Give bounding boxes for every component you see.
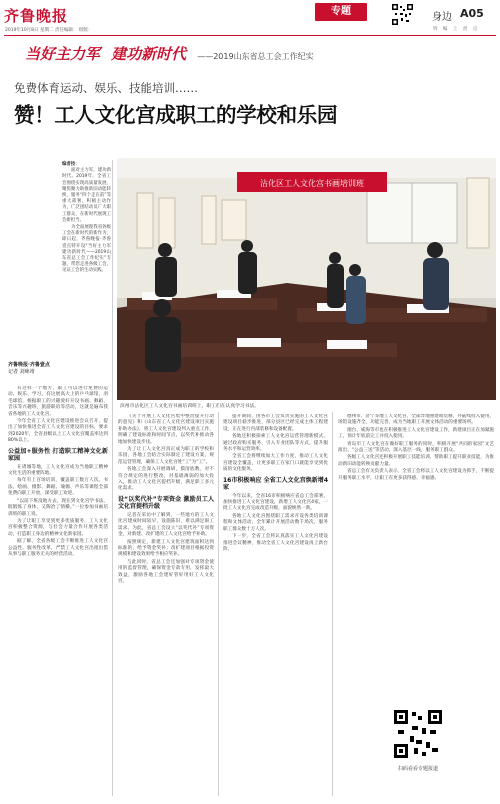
slogan-part-b: 建功新时代 xyxy=(111,45,187,63)
body-paragraph: 《关于开展工人文化宫集中整治提升行动的意见》和《山东省工人文化宫建设项目实施补助办法》，将工人文化宫建设列入重点工作，明确了建设标准和时间节点，以奖代补推动各地加快建设步伐。 xyxy=(118,414,214,445)
body-column-4 xyxy=(338,414,494,704)
body-paragraph: 各地还积极探索工人文化宫运营管理新模式，通过政府购买服务、引入专业团队等方式，提升服务水平和运营效率。 xyxy=(223,434,328,453)
body-paragraph: 按照规定，新建工人文化宫建筑面积达到标准的，给予资金奖补；改扩建项目根据投资规模和建设效果给予相应奖补。 xyxy=(118,539,214,558)
date-line: 2019年10月8日 星期二 责任编辑： 组版： xyxy=(5,28,93,33)
body-column-2 xyxy=(118,414,214,796)
byline-outlet: 齐鲁晚报·齐鲁壹点 xyxy=(8,362,50,368)
editors-note-label: 编者按： xyxy=(62,162,80,167)
byline-reporter: 记者 刘咏靖 xyxy=(8,369,35,375)
body-paragraph: 下一步，全省工会将认真落实工人文化宫建设推进会议精神，推动全省工人文化宫建设再上新台阶。 xyxy=(223,534,328,552)
body-paragraph: 青岛市工人文化宫在做好职工服务的同时，积极开展“共同的家园”文艺演出、“公益三送”等活动，深入基层一线，服务职工群众。 xyxy=(338,441,494,454)
body-column-1 xyxy=(8,386,108,796)
body-paragraph: 据了解，全省各级工会不断推进工人文化宫公益性、服务性改革，严禁工人文化宫出租出借从事与职工服务无关的经营活动。 xyxy=(8,539,108,557)
byline xyxy=(8,362,108,376)
masthead-qr-icon xyxy=(392,4,413,25)
masthead xyxy=(0,0,500,37)
main-photo xyxy=(117,158,496,400)
body-paragraph: 各地工会深入开展调研，摸清底数，对不符合规定的进行整改，对基础薄弱的加大投入，推动工人文化宫提档升级，满足职工多元化需求。 xyxy=(118,467,214,492)
body-paragraph: 烟台、威海等市也在积极推进工人文化宫建设工作，新建项目正在加紧施工，预计年底前完工并投入使用。 xyxy=(338,427,494,440)
qr-caption: 扫码看看专题报道 xyxy=(397,766,438,772)
editors-note xyxy=(62,162,111,276)
column-name: 身边 xyxy=(432,12,452,23)
section-label: 专题 xyxy=(331,6,351,17)
column-divider xyxy=(112,160,113,796)
body-paragraph: 记者在采访中了解到，一些地方的工人文化宫建成时间较早，设施陈旧，难以满足职工需求。为此，省总工会设立“以奖代补”专项资金，对新建、改扩建的工人文化宫给予补助。 xyxy=(118,512,214,538)
campaign-banner xyxy=(25,43,405,67)
body-paragraph: 与此同时，省总工会还加强对专项资金使用的监督管理，确保资金专款专用，发挥最大效益，激励各地工会建好管好用好工人文化宫。 xyxy=(118,559,214,584)
body-paragraph: 在诸城等地，工人文化宫成为当地职工精神文化生活的重要阵地。 xyxy=(8,464,108,477)
page-number: A05 xyxy=(460,7,484,20)
headline-kicker: 免费体育运动、娱乐、技能培训…… xyxy=(14,81,198,95)
section-heading-1: 公益加+服务性 打造职工精神文化新家园 xyxy=(8,447,108,463)
body-paragraph: 各级工人文化宫还积极开展职工技能培训，帮助职工提升职业技能，为推动新旧动能转换贡献力量。 xyxy=(338,455,494,467)
editor-line: 特 编 上 责 点 xyxy=(433,27,480,32)
photo-scene xyxy=(117,158,496,400)
column-divider xyxy=(218,412,219,796)
section-tab xyxy=(315,3,367,21)
newspaper-logo: 齐鲁晚报 xyxy=(4,7,69,25)
body-paragraph: 有这样一个地方，职工可以进行免费的运动、娱乐、学习，有这展高大上的乒乓球馆，羽毛球馆，根据职工的兴趣爱好开设书画、舞蹈、音乐等兴趣班，旅游联谊等活动，这就是遍布我省各地的工人文化宫。 xyxy=(8,386,108,417)
body-paragraph: 各地工人文化宫围绕职工需求开设各类培训课程和文体活动，全年累计开展活动数千场次，服务职工群众数十万人次。 xyxy=(223,513,328,532)
slogan-part-a: 当好主力军 xyxy=(25,45,101,63)
section-heading-3: 16市积极响应 全省工人文化宫焕新增4家 xyxy=(223,476,328,492)
board-banner-text: 沾化区工人文化宫书画培训班 xyxy=(260,179,364,188)
body-paragraph: “以前下班没地方去，现在到文化宫学书法，既锻炼了身体，又陶冶了情操。”一位参加书画培训班的职工说。 xyxy=(8,498,108,517)
slogan-tail: ——2019山东省总工会工作纪实 xyxy=(197,52,314,61)
body-paragraph: 全省工会将继续加大工作力度，推动工人文化宫建设全覆盖，让更多职工在家门口就能享受到优质的文化服务。 xyxy=(223,454,328,473)
column-divider xyxy=(332,412,333,796)
article-qr-icon xyxy=(394,710,442,758)
body-paragraph: 德州市、济宁等地工人文化宫，全部异地重建或装修，并陆续投入使用，场馆设施齐全，功能完善，成为当地职工开展文体活动的重要场所。 xyxy=(338,414,494,426)
body-paragraph: 提升期间，由各市工会负责实施的工人文化宫建设项目稳步推进，部分县区已经完成主体工程建设，正在进行内部装修和设备配置。 xyxy=(223,414,328,432)
editors-note-p1: 面对主力军，建功新时代。2019年，全省工会围绕实现高质量发展，聚焦聚力助推新旧动能转换，服务“四个走在前”等重大部署，积极主动作为，广泛团结动员广大职工群众，在新时代展现工会新担当。 xyxy=(62,168,111,223)
body-paragraph: 今年全省工人文化宫建设推进会议召开，提出了加快推进全省工人文化宫建设的目标，要求到2020年，全省县级以上工人文化宫覆盖率达到80%以上。 xyxy=(8,419,108,444)
body-column-3 xyxy=(223,414,328,796)
photo-caption: 滨州市沾化区工人文化宫书画培训班上，职工们在认真学习书法。 xyxy=(120,404,260,409)
body-paragraph: 省总工会有关负责人表示，全省工会将以工人文化宫建设为抓手，不断提升服务职工水平，让职工有更多获得感、幸福感。 xyxy=(338,469,494,481)
body-paragraph: 今年以来，全省16市积极响应省总工会部署，加快推进工人文化宫建设，新增工人文化宫4家，一批工人文化宫完成改造升级，面貌焕然一新。 xyxy=(223,493,328,512)
masthead-rule xyxy=(4,35,496,36)
section-heading-2: 设“以奖代补”专项资金 激励员工人文化宫提档升级 xyxy=(118,495,214,511)
editors-note-p2: 为全面展现我省各级工会在新时代的新作为，即日起，齐鲁晚报·齐鲁壹点特开设“当好主力军 建功新时代——2019山东省总工会工作纪实”专题，带您走进各级工会，见证工会的生动实践。 xyxy=(62,225,111,274)
body-paragraph: 为了让工人文化宫真正成为职工的学校和乐园，各地工会结合实际制定了建设方案，规范运营管理，确保工人文化宫姓“工”为“工”。 xyxy=(118,447,214,465)
body-paragraph: 为了让职工享受到更多优质服务，工人文化宫积极整合资源，与社会力量合作开展各类活动，打造职工身边的精神文化新家园。 xyxy=(8,518,108,537)
headline-title: 赞！工人文化宫成职工的学校和乐园 xyxy=(14,103,338,127)
body-paragraph: 每年有上百场培训，覆盖职工数万人次。书法、绘画、摄影、舞蹈、瑜伽、声乐等课程全部免费向职工开放，深受职工欢迎。 xyxy=(8,478,108,497)
